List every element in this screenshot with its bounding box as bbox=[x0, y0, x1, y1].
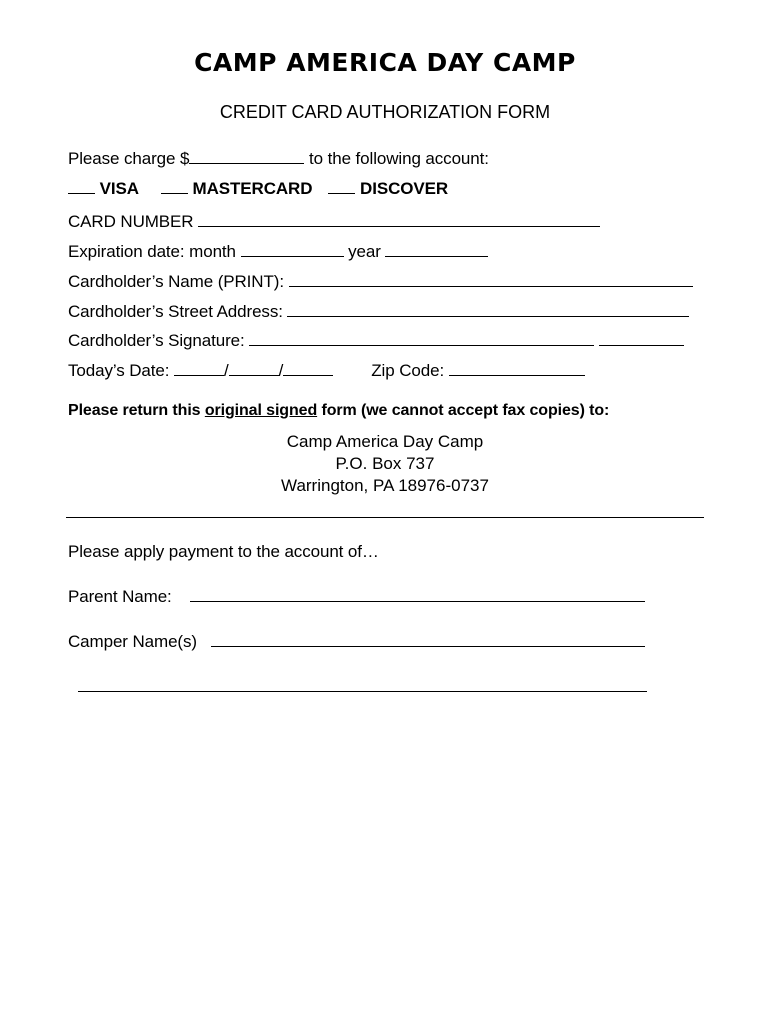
discover-label: DISCOVER bbox=[360, 179, 449, 198]
card-type-row bbox=[68, 178, 448, 199]
date-day-field[interactable] bbox=[229, 360, 279, 376]
camper-name-extra-field[interactable] bbox=[78, 676, 647, 692]
todays-date-label: Today’s Date: bbox=[68, 361, 170, 380]
cardholder-name-row bbox=[68, 271, 693, 292]
street-address-label: Cardholder’s Street Address: bbox=[68, 302, 283, 321]
mastercard-label: MASTERCARD bbox=[192, 179, 313, 198]
address-name: Camp America Day Camp bbox=[286, 432, 484, 451]
address-city: Warrington, PA 18976-0737 bbox=[281, 476, 489, 495]
charge-suffix: to the following account: bbox=[304, 149, 489, 168]
parent-name-label: Parent Name: bbox=[68, 587, 172, 606]
cardholder-name-label: Cardholder’s Name (PRINT): bbox=[68, 272, 284, 291]
expiration-row bbox=[68, 241, 488, 262]
signature-row bbox=[68, 330, 684, 351]
charge-amount-row bbox=[68, 148, 489, 169]
date-separator: / bbox=[224, 361, 229, 380]
charge-prefix: Please charge $ bbox=[68, 149, 190, 168]
camper-name-field[interactable] bbox=[211, 631, 645, 647]
street-address-row bbox=[68, 301, 689, 322]
camper-name-row bbox=[68, 631, 645, 652]
date-separator: / bbox=[278, 361, 284, 380]
zip-code-label: Zip Code: bbox=[371, 361, 445, 380]
date-year-field[interactable] bbox=[283, 360, 333, 376]
parent-name-row bbox=[68, 586, 645, 607]
return-notice-suffix: form (we cannot accept fax copies) to: bbox=[317, 402, 610, 419]
return-notice bbox=[68, 402, 609, 420]
return-notice-prefix: Please return this bbox=[68, 402, 205, 419]
card-number-row bbox=[68, 211, 600, 232]
parent-name-field[interactable] bbox=[190, 586, 645, 602]
street-address-field[interactable] bbox=[287, 301, 689, 317]
expiration-label: Expiration date: month bbox=[68, 242, 236, 261]
cardholder-name-field[interactable] bbox=[289, 271, 693, 287]
form-title: CREDIT CARD AUTHORIZATION FORM bbox=[219, 102, 551, 122]
signature-label: Cardholder’s Signature: bbox=[68, 331, 245, 350]
camper-name-extra-row bbox=[78, 676, 647, 697]
card-number-label: CARD NUMBER bbox=[68, 212, 194, 231]
address-po-box: P.O. Box 737 bbox=[335, 454, 435, 473]
return-notice-emphasis: original signed bbox=[204, 402, 318, 419]
visa-label: VISA bbox=[99, 179, 139, 198]
camp-title: CAMP AMERICA DAY CAMP bbox=[194, 48, 576, 77]
date-month-field[interactable] bbox=[174, 360, 224, 376]
expiration-month-field[interactable] bbox=[241, 241, 344, 257]
discover-checkbox-line[interactable] bbox=[328, 178, 355, 194]
year-label: year bbox=[348, 242, 381, 261]
signature-field[interactable] bbox=[249, 330, 594, 346]
card-number-field[interactable] bbox=[198, 211, 600, 227]
zip-code-field[interactable] bbox=[449, 360, 585, 376]
section-divider bbox=[66, 517, 704, 518]
charge-amount-field[interactable] bbox=[189, 148, 304, 164]
signature-extra-field[interactable] bbox=[599, 330, 684, 346]
camper-name-label: Camper Name(s) bbox=[68, 632, 197, 651]
mastercard-checkbox-line[interactable] bbox=[161, 178, 188, 194]
visa-checkbox-line[interactable] bbox=[68, 178, 95, 194]
expiration-year-field[interactable] bbox=[385, 241, 488, 257]
account-intro: Please apply payment to the account of… bbox=[68, 542, 379, 561]
date-zip-row bbox=[68, 360, 585, 381]
